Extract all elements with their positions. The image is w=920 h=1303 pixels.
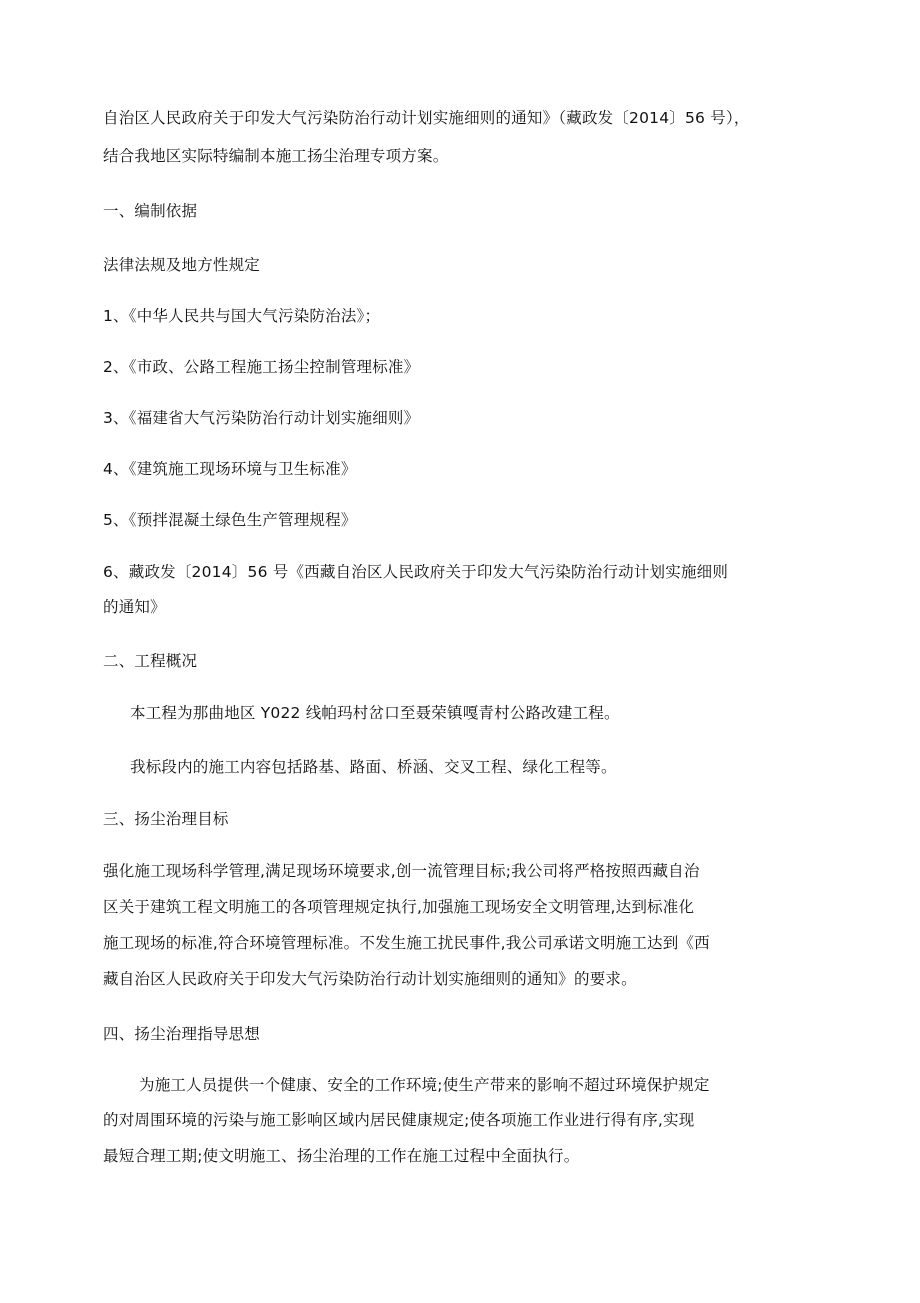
guiding-line-1: 为施工人员提供一个健康、安全的工作环境;使生产带来的影响不超过环境保护规定 (139, 1076, 710, 1094)
project-overview-paragraph-1: 本工程为那曲地区 Y022 线帕玛村岔口至聂荣镇嘎青村公路改建工程。 (130, 704, 620, 722)
guiding-line-3: 最短合理工期;使文明施工、扬尘治理的工作在施工过程中全面执行。 (103, 1147, 580, 1165)
basis-item-3: 3、《福建省大气污染防治行动计划实施细则》 (103, 409, 420, 427)
guiding-line-2: 的对周围环境的污染与施工影响区域内居民健康规定;使各项施工作业进行得有序,实现 (103, 1111, 695, 1129)
basis-item-6-continued: 的通知》 (103, 598, 166, 616)
intro-line-2: 结合我地区实际特编制本施工扬尘治理专项方案。 (103, 147, 449, 165)
section-4-heading: 四、扬尘治理指导思想 (103, 1025, 261, 1043)
section-2-heading: 二、工程概况 (103, 652, 198, 670)
section-1-subheading: 法律法规及地方性规定 (103, 256, 261, 274)
target-line-1: 强化施工现场科学管理,满足现场环境要求,创一流管理目标;我公司将严格按照西藏自治 (103, 862, 700, 880)
basis-item-4: 4、《建筑施工现场环境与卫生标准》 (103, 460, 357, 478)
basis-item-6: 6、藏政发〔2014〕56 号《西藏自治区人民政府关于印发大气污染防治行动计划实施细则 (103, 563, 729, 581)
basis-item-1: 1、《中华人民共与国大气污染防治法》； (103, 307, 381, 325)
target-line-2: 区关于建筑工程文明施工的各项管理规定执行,加强施工现场安全文明管理,达到标准化 (103, 898, 695, 916)
intro-line-1: 自治区人民政府关于印发大气污染防治行动计划实施细则的通知》（藏政发〔2014〕56 号）， (103, 109, 750, 127)
section-1-heading: 一、编制依据 (103, 202, 198, 220)
target-line-4: 藏自治区人民政府关于印发大气污染防治行动计划实施细则的通知》的要求。 (103, 970, 637, 988)
basis-item-5: 5、《预拌混凝土绿色生产管理规程》 (103, 511, 357, 529)
basis-item-2: 2、《市政、公路工程施工扬尘控制管理标准》 (103, 358, 420, 376)
section-3-heading: 三、扬尘治理目标 (103, 810, 229, 828)
project-overview-paragraph-2: 我标段内的施工内容包括路基、路面、桥涵、交叉工程、绿化工程等。 (130, 758, 617, 776)
target-line-3: 施工现场的标准,符合环境管理标准。不发生施工扰民事件,我公司承诺文明施工达到《西 (103, 934, 710, 952)
